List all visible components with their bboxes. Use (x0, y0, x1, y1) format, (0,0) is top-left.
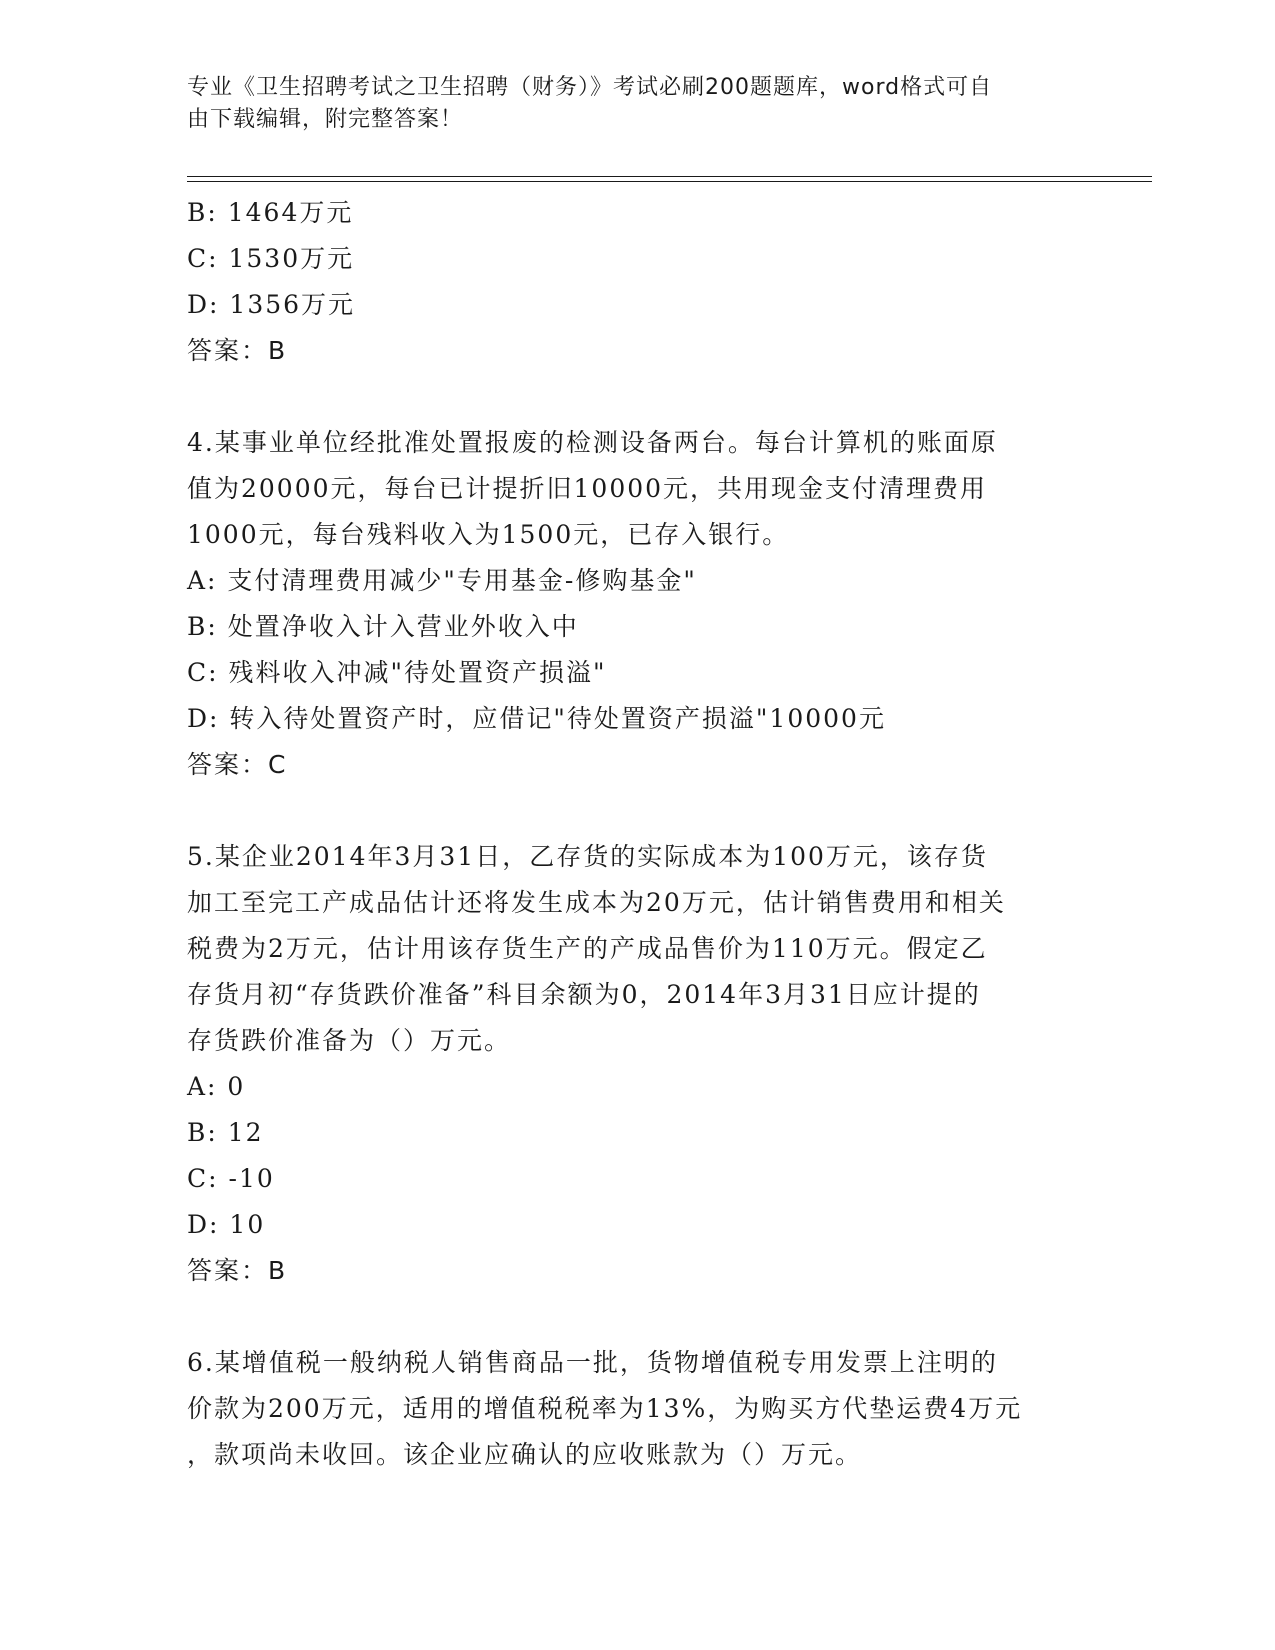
spacer (187, 788, 1087, 834)
header-rule-bottom (187, 181, 1152, 182)
header-rule-top (187, 176, 1152, 177)
option-d: D: 转入待处置资产时，应借记"待处置资产损溢"10000元 (187, 704, 886, 733)
question-text-line: 价款为200万元，适用的增值税税率为13%，为购买方代垫运费4万元 (187, 1394, 1023, 1423)
option-b: B: 1464万元 (187, 198, 354, 227)
question-text-line: 存货跌价准备为（）万元。 (187, 1026, 512, 1055)
answer-line: 答案：B (187, 336, 288, 365)
option-d: D: 10 (187, 1210, 266, 1239)
option-c: C: 残料收入冲减"待处置资产损溢" (187, 658, 607, 687)
spacer (187, 374, 1087, 420)
header-line-1: 专业《卫生招聘考试之卫生招聘（财务）》考试必刷200题题库，word格式可自 (187, 75, 993, 100)
option-b: B: 12 (187, 1118, 264, 1147)
option-c: C: 1530万元 (187, 244, 355, 273)
question-3-tail (187, 190, 1087, 374)
question-4 (187, 420, 1087, 788)
question-text-line: 4.某事业单位经批准处置报废的检测设备两台。每台计算机的账面原 (187, 428, 998, 457)
option-b: B: 处置净收入计入营业外收入中 (187, 612, 579, 641)
header-line-2: 由下载编辑，附完整答案！ (187, 107, 464, 132)
document-header (187, 72, 1067, 136)
question-text-line: 5.某企业2014年3月31日，乙存货的实际成本为100万元，该存货 (187, 842, 988, 871)
question-text-line: 6.某增值税一般纳税人销售商品一批，货物增值税专用发票上注明的 (187, 1348, 998, 1377)
question-list (187, 190, 1087, 1478)
question-text-line: 存货月初“存货跌价准备”科目余额为0，2014年3月31日应计提的 (187, 980, 981, 1009)
question-text-line: 加工至完工产成品估计还将发生成本为20万元，估计销售费用和相关 (187, 888, 1006, 917)
question-text-line: ，款项尚未收回。该企业应确认的应收账款为（）万元。 (187, 1440, 863, 1469)
option-a: A: 支付清理费用减少"专用基金-修购基金" (187, 566, 697, 595)
question-text-line: 税费为2万元，估计用该存货生产的产成品售价为110万元。假定乙 (187, 934, 988, 963)
option-c: C: -10 (187, 1164, 275, 1193)
option-d: D: 1356万元 (187, 290, 356, 319)
option-a: A: 0 (187, 1072, 246, 1101)
answer-line: 答案：B (187, 1256, 288, 1285)
question-5 (187, 834, 1087, 1294)
answer-line: 答案：C (187, 750, 288, 779)
question-text-line: 值为20000元，每台已计提折旧10000元，共用现金支付清理费用 (187, 474, 988, 503)
question-text-line: 1000元，每台残料收入为1500元，已存入银行。 (187, 520, 790, 549)
spacer (187, 1294, 1087, 1340)
question-6 (187, 1340, 1087, 1478)
